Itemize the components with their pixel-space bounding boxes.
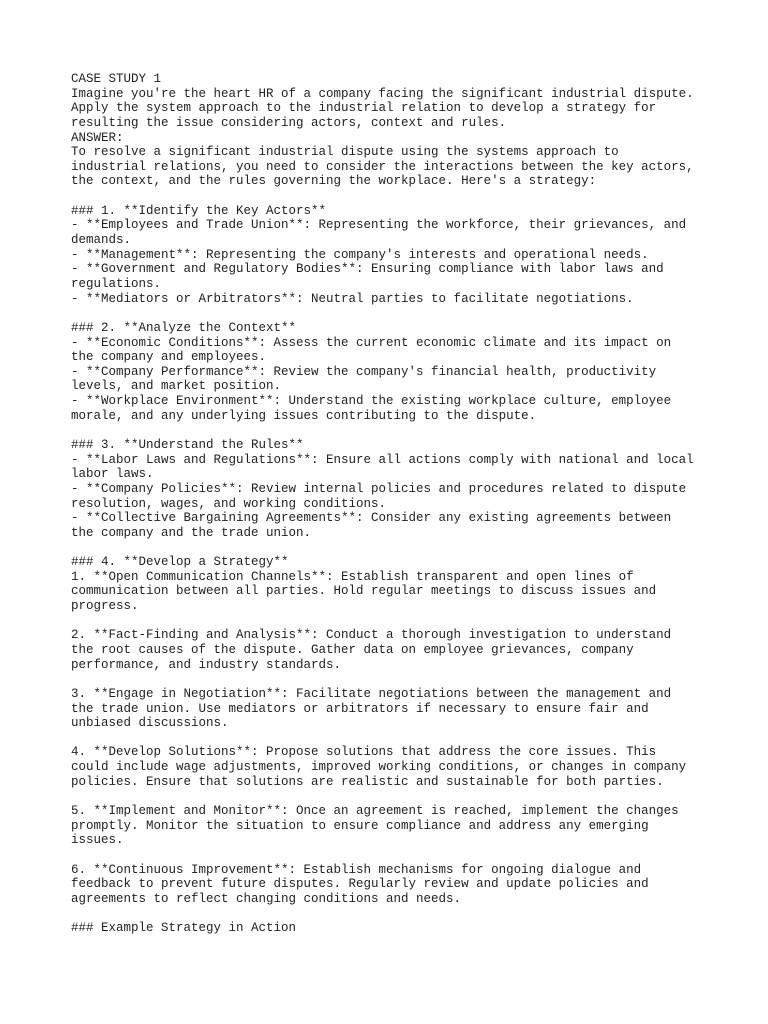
step-line: 6. **Continuous Improvement**: Establish mechanisms for ongoing dialogue and [71,862,642,877]
section-title: ### 4. **Develop a Strategy** [71,555,289,570]
question-line: Apply the system approach to the industrial relation to develop a strategy for [71,101,657,116]
step-line: could include wage adjustments, improved working conditions, or changes in company [71,760,687,775]
strategy-step [71,804,711,848]
spacer [71,848,711,863]
section-context [71,321,711,423]
section-line: regulations. [71,276,162,291]
step-line: policies. Ensure that solutions are realistic and sustainable for both parties. [71,774,664,789]
step-line: 4. **Develop Solutions**: Propose solutions that address the core issues. This [71,745,657,760]
spacer [71,541,711,556]
section-line: - **Management**: Representing the company's interests and operational needs. [71,247,649,262]
spacer [71,306,711,321]
section-line: demands. [71,233,132,248]
step-line: the root causes of the dispute. Gather data on employee grievances, company [71,642,634,657]
spacer [71,423,711,438]
section-line: the company and the trade union. [71,525,312,540]
section-line: - **Government and Regulatory Bodies**: Ensuring compliance with labor laws and [71,262,664,277]
section-strategy [71,555,711,906]
step-line: promptly. Monitor the situation to ensure compliance and address any emerging [71,818,649,833]
step-line: the trade union. Use mediators or arbitrators if necessary to ensure fair and [71,701,649,716]
spacer [71,189,711,204]
spacer [71,789,711,804]
section-line: - **Labor Laws and Regulations**: Ensure all actions comply with national and local [71,452,694,467]
section-line: morale, and any underlying issues contributing to the dispute. [71,408,537,423]
step-line: unbiased discussions. [71,716,229,731]
step-line: agreements to reflect changing conditions and needs. [71,891,462,906]
document-page [71,72,711,936]
answer-label: ANSWER: [71,130,124,145]
section-line: resolution, wages, and working conditions. [71,496,387,511]
case-study-heading: CASE STUDY 1 [71,72,162,86]
section-title: ### 2. **Analyze the Context** [71,320,297,335]
spacer [71,731,711,746]
step-line: 3. **Engage in Negotiation**: Facilitate negotiations between the management and [71,686,672,701]
step-line: feedback to prevent future disputes. Regularly review and update policies and [71,877,649,892]
section-line: - **Collective Bargaining Agreements**: Consider any existing agreements between [71,511,672,526]
section-line: - **Economic Conditions**: Assess the current economic climate and its impact on [71,335,672,350]
section-line: - **Employees and Trade Union**: Representing the workforce, their grievances, and [71,218,687,233]
strategy-step [71,628,711,672]
section-line: - **Company Performance**: Review the company's financial health, productivity [71,364,657,379]
spacer [71,614,711,629]
spacer [71,907,711,922]
step-line: progress. [71,599,139,614]
step-line: 2. **Fact-Finding and Analysis**: Conduct a thorough investigation to understand [71,628,672,643]
section-line: levels, and market position. [71,379,282,394]
section-line: - **Mediators or Arbitrators**: Neutral parties to facilitate negotiations. [71,291,634,306]
step-line: 1. **Open Communication Channels**: Establish transparent and open lines of [71,569,634,584]
section-key-actors [71,204,711,306]
spacer [71,672,711,687]
step-line: performance, and industry standards. [71,657,342,672]
intro-line: To resolve a significant industrial dispute using the systems approach to [71,145,619,160]
step-line: 5. **Implement and Monitor**: Once an agreement is reached, implement the changes [71,804,679,819]
strategy-step [71,863,711,907]
step-line: communication between all parties. Hold regular meetings to discuss issues and [71,584,657,599]
strategy-step [71,745,711,789]
section-rules [71,438,711,540]
section-line: - **Company Policies**: Review internal policies and procedures related to dispute [71,481,687,496]
section-title: ### 1. **Identify the Key Actors** [71,203,327,218]
strategy-step [71,687,711,731]
question-line: resulting the issue considering actors, context and rules. [71,115,507,130]
strategy-step [71,570,711,614]
section-line: the company and employees. [71,350,267,365]
intro-line: industrial relations, you need to consider the interactions between the key actors, [71,159,694,174]
intro-line: the context, and the rules governing the workplace. Here's a strategy: [71,174,597,189]
step-line: issues. [71,833,124,848]
section-line: labor laws. [71,467,154,482]
section-title: ### 3. **Understand the Rules** [71,438,304,453]
intro-block [71,145,711,189]
question-block [71,87,711,131]
section-line: - **Workplace Environment**: Understand the existing workplace culture, employee [71,394,672,409]
question-line: Imagine you're the heart HR of a company facing the significant industrial dispute. [71,86,694,101]
example-heading: ### Example Strategy in Action [71,921,297,936]
